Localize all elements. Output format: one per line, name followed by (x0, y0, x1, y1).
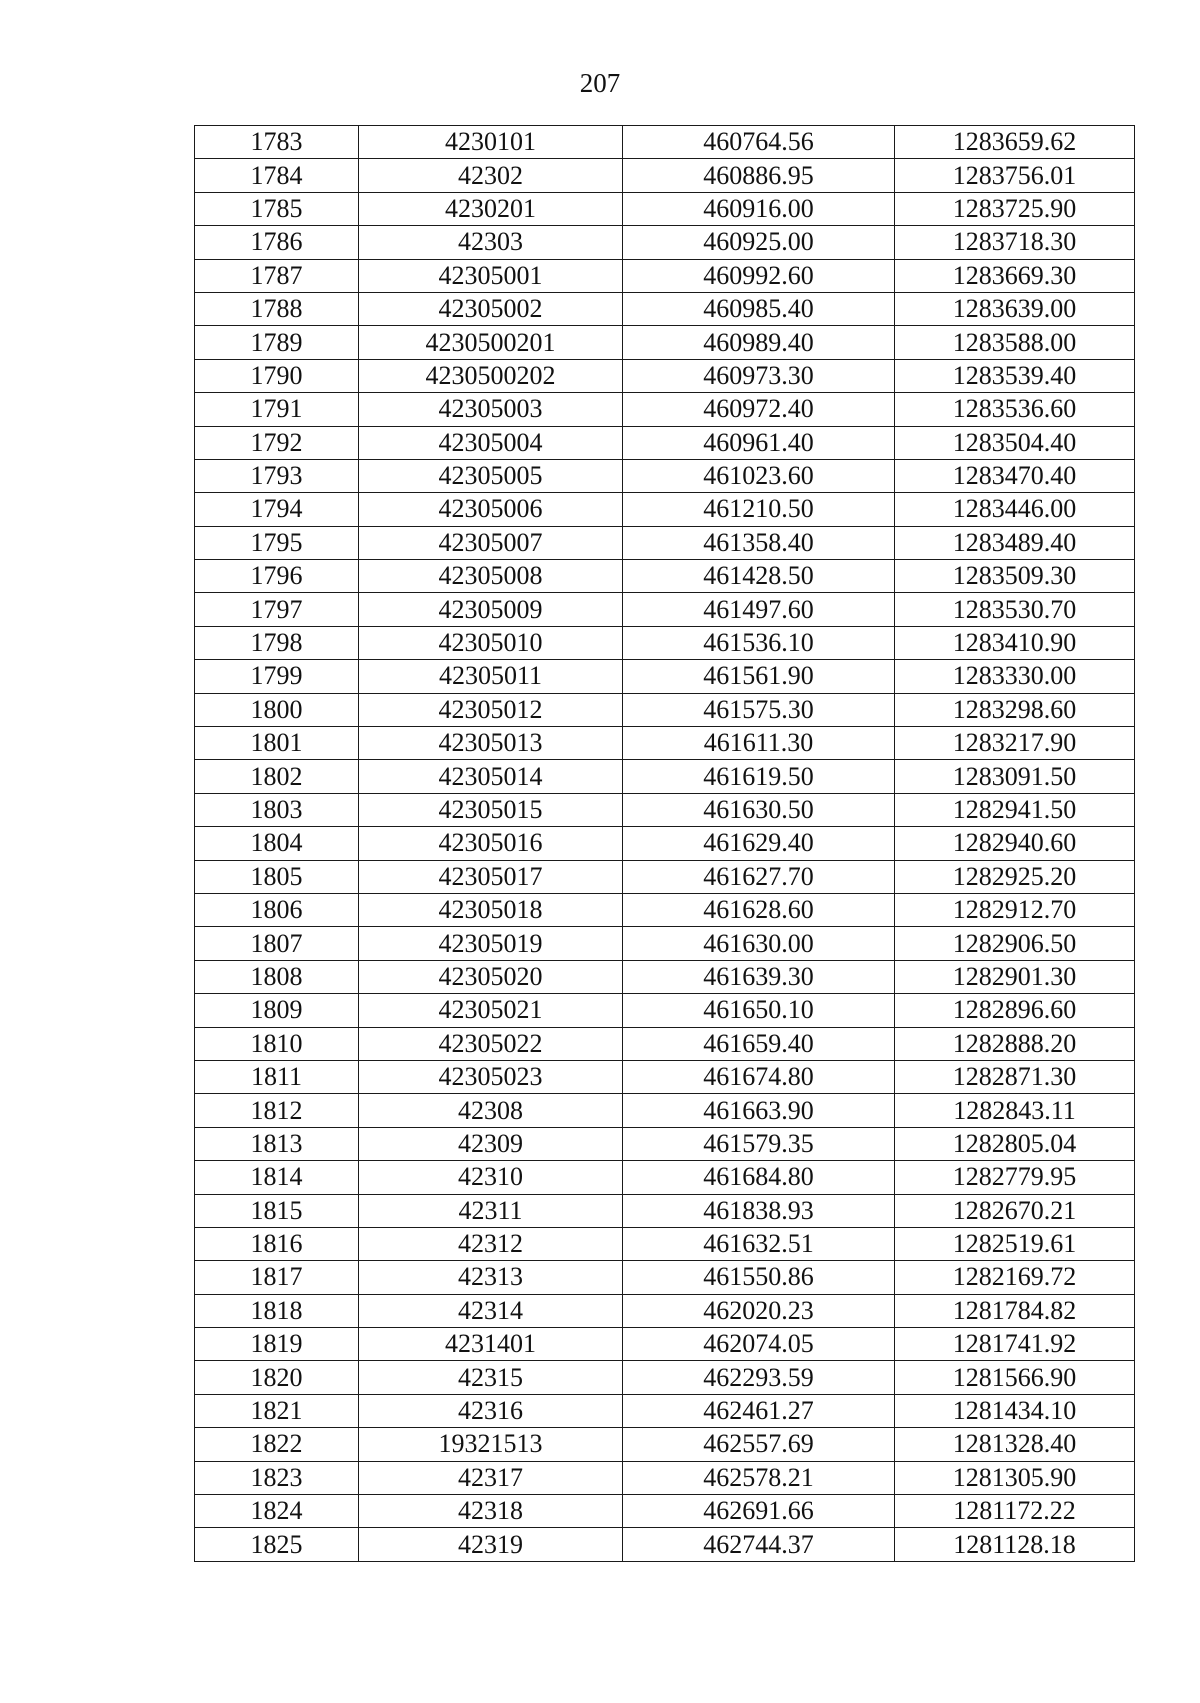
x-coordinate-cell: 461536.10 (623, 626, 895, 659)
point-number-cell: 1807 (195, 927, 359, 960)
point-number-cell: 1795 (195, 526, 359, 559)
y-coordinate-cell: 1283588.00 (895, 326, 1135, 359)
table-row (195, 1261, 1135, 1294)
point-code-cell: 42312 (359, 1227, 623, 1260)
point-code-cell: 42305021 (359, 994, 623, 1027)
x-coordinate-cell: 461358.40 (623, 526, 895, 559)
y-coordinate-cell: 1283504.40 (895, 426, 1135, 459)
point-number-cell: 1787 (195, 259, 359, 292)
x-coordinate-cell: 462744.37 (623, 1528, 895, 1561)
table-row (195, 493, 1135, 526)
table-row (195, 1127, 1135, 1160)
y-coordinate-cell: 1283410.90 (895, 626, 1135, 659)
y-coordinate-cell: 1283217.90 (895, 727, 1135, 760)
table-row (195, 927, 1135, 960)
point-number-cell: 1797 (195, 593, 359, 626)
y-coordinate-cell: 1282670.21 (895, 1194, 1135, 1227)
y-coordinate-cell: 1283639.00 (895, 292, 1135, 325)
y-coordinate-cell: 1282871.30 (895, 1060, 1135, 1093)
point-number-cell: 1810 (195, 1027, 359, 1060)
table-row (195, 292, 1135, 325)
x-coordinate-cell: 460972.40 (623, 393, 895, 426)
x-coordinate-cell: 462020.23 (623, 1294, 895, 1327)
point-code-cell: 42314 (359, 1294, 623, 1327)
point-number-cell: 1808 (195, 960, 359, 993)
point-code-cell: 4230101 (359, 126, 623, 159)
x-coordinate-cell: 461630.50 (623, 793, 895, 826)
y-coordinate-cell: 1283330.00 (895, 660, 1135, 693)
y-coordinate-cell: 1281784.82 (895, 1294, 1135, 1327)
point-number-cell: 1815 (195, 1194, 359, 1227)
point-code-cell: 19321513 (359, 1428, 623, 1461)
x-coordinate-cell: 462461.27 (623, 1394, 895, 1427)
x-coordinate-cell: 461023.60 (623, 459, 895, 492)
point-number-cell: 1823 (195, 1461, 359, 1494)
x-coordinate-cell: 461632.51 (623, 1227, 895, 1260)
y-coordinate-cell: 1283718.30 (895, 226, 1135, 259)
table-row (195, 760, 1135, 793)
point-code-cell: 42305006 (359, 493, 623, 526)
point-code-cell: 42313 (359, 1261, 623, 1294)
x-coordinate-cell: 461650.10 (623, 994, 895, 1027)
y-coordinate-cell: 1282169.72 (895, 1261, 1135, 1294)
point-number-cell: 1806 (195, 893, 359, 926)
table-row (195, 426, 1135, 459)
table-row (195, 1294, 1135, 1327)
table-row (195, 1161, 1135, 1194)
point-code-cell: 42305009 (359, 593, 623, 626)
x-coordinate-cell: 461428.50 (623, 560, 895, 593)
y-coordinate-cell: 1281128.18 (895, 1528, 1135, 1561)
table-row (195, 1194, 1135, 1227)
table-row (195, 860, 1135, 893)
x-coordinate-cell: 462293.59 (623, 1361, 895, 1394)
table-row (195, 1027, 1135, 1060)
point-number-cell: 1789 (195, 326, 359, 359)
point-number-cell: 1813 (195, 1127, 359, 1160)
y-coordinate-cell: 1283091.50 (895, 760, 1135, 793)
table-row (195, 393, 1135, 426)
point-number-cell: 1816 (195, 1227, 359, 1260)
table-row (195, 192, 1135, 225)
point-number-cell: 1811 (195, 1060, 359, 1093)
point-number-cell: 1785 (195, 192, 359, 225)
point-code-cell: 42305023 (359, 1060, 623, 1093)
y-coordinate-cell: 1283536.60 (895, 393, 1135, 426)
point-number-cell: 1791 (195, 393, 359, 426)
point-code-cell: 42305012 (359, 693, 623, 726)
x-coordinate-cell: 461684.80 (623, 1161, 895, 1194)
x-coordinate-cell: 460961.40 (623, 426, 895, 459)
y-coordinate-cell: 1281328.40 (895, 1428, 1135, 1461)
point-code-cell: 42305010 (359, 626, 623, 659)
x-coordinate-cell: 461628.60 (623, 893, 895, 926)
y-coordinate-cell: 1282896.60 (895, 994, 1135, 1027)
point-number-cell: 1792 (195, 426, 359, 459)
x-coordinate-cell: 461210.50 (623, 493, 895, 526)
point-code-cell: 42305004 (359, 426, 623, 459)
point-number-cell: 1800 (195, 693, 359, 726)
x-coordinate-cell: 462578.21 (623, 1461, 895, 1494)
point-number-cell: 1788 (195, 292, 359, 325)
point-number-cell: 1796 (195, 560, 359, 593)
y-coordinate-cell: 1283669.30 (895, 259, 1135, 292)
point-code-cell: 42311 (359, 1194, 623, 1227)
table-row (195, 259, 1135, 292)
point-code-cell: 42305005 (359, 459, 623, 492)
x-coordinate-cell: 460916.00 (623, 192, 895, 225)
y-coordinate-cell: 1283659.62 (895, 126, 1135, 159)
point-code-cell: 42305001 (359, 259, 623, 292)
point-code-cell: 42308 (359, 1094, 623, 1127)
point-code-cell: 42305014 (359, 760, 623, 793)
x-coordinate-cell: 460925.00 (623, 226, 895, 259)
point-number-cell: 1783 (195, 126, 359, 159)
point-number-cell: 1817 (195, 1261, 359, 1294)
point-code-cell: 42302 (359, 159, 623, 192)
y-coordinate-cell: 1283470.40 (895, 459, 1135, 492)
point-code-cell: 4231401 (359, 1328, 623, 1361)
point-number-cell: 1809 (195, 994, 359, 1027)
table-row (195, 727, 1135, 760)
point-code-cell: 42305017 (359, 860, 623, 893)
x-coordinate-cell: 462074.05 (623, 1328, 895, 1361)
point-code-cell: 42305011 (359, 660, 623, 693)
point-code-cell: 42305015 (359, 793, 623, 826)
table-row (195, 1094, 1135, 1127)
table-row (195, 660, 1135, 693)
point-code-cell: 42303 (359, 226, 623, 259)
point-code-cell: 4230201 (359, 192, 623, 225)
point-number-cell: 1803 (195, 793, 359, 826)
table-row (195, 1361, 1135, 1394)
x-coordinate-cell: 462691.66 (623, 1495, 895, 1528)
x-coordinate-cell: 461561.90 (623, 660, 895, 693)
table-row (195, 1227, 1135, 1260)
point-code-cell: 42305020 (359, 960, 623, 993)
table-row (195, 994, 1135, 1027)
table-row (195, 226, 1135, 259)
table-row (195, 1394, 1135, 1427)
point-code-cell: 42305022 (359, 1027, 623, 1060)
x-coordinate-cell: 461575.30 (623, 693, 895, 726)
table-row (195, 960, 1135, 993)
table-row (195, 359, 1135, 392)
point-code-cell: 42317 (359, 1461, 623, 1494)
y-coordinate-cell: 1282941.50 (895, 793, 1135, 826)
point-number-cell: 1802 (195, 760, 359, 793)
point-number-cell: 1818 (195, 1294, 359, 1327)
y-coordinate-cell: 1282940.60 (895, 827, 1135, 860)
table-row (195, 159, 1135, 192)
point-number-cell: 1820 (195, 1361, 359, 1394)
point-code-cell: 42305013 (359, 727, 623, 760)
point-code-cell: 42310 (359, 1161, 623, 1194)
x-coordinate-cell: 461663.90 (623, 1094, 895, 1127)
y-coordinate-cell: 1283489.40 (895, 526, 1135, 559)
y-coordinate-cell: 1281566.90 (895, 1361, 1135, 1394)
table-row (195, 1328, 1135, 1361)
table-row (195, 1528, 1135, 1561)
point-number-cell: 1798 (195, 626, 359, 659)
y-coordinate-cell: 1283509.30 (895, 560, 1135, 593)
x-coordinate-cell: 461579.35 (623, 1127, 895, 1160)
y-coordinate-cell: 1283756.01 (895, 159, 1135, 192)
x-coordinate-cell: 461674.80 (623, 1060, 895, 1093)
table-row (195, 626, 1135, 659)
x-coordinate-cell: 460992.60 (623, 259, 895, 292)
table-row (195, 893, 1135, 926)
point-code-cell: 42305003 (359, 393, 623, 426)
table-row (195, 693, 1135, 726)
table-row (195, 1495, 1135, 1528)
point-number-cell: 1822 (195, 1428, 359, 1461)
point-code-cell: 42305007 (359, 526, 623, 559)
point-number-cell: 1814 (195, 1161, 359, 1194)
point-number-cell: 1824 (195, 1495, 359, 1528)
point-number-cell: 1804 (195, 827, 359, 860)
x-coordinate-cell: 461619.50 (623, 760, 895, 793)
point-code-cell: 4230500202 (359, 359, 623, 392)
x-coordinate-cell: 460973.30 (623, 359, 895, 392)
y-coordinate-cell: 1282843.11 (895, 1094, 1135, 1127)
x-coordinate-cell: 461629.40 (623, 827, 895, 860)
table-row (195, 593, 1135, 626)
table-row (195, 459, 1135, 492)
y-coordinate-cell: 1281434.10 (895, 1394, 1135, 1427)
point-number-cell: 1784 (195, 159, 359, 192)
point-number-cell: 1812 (195, 1094, 359, 1127)
y-coordinate-cell: 1281172.22 (895, 1495, 1135, 1528)
y-coordinate-cell: 1281741.92 (895, 1328, 1135, 1361)
x-coordinate-cell: 461630.00 (623, 927, 895, 960)
table-row (195, 1428, 1135, 1461)
y-coordinate-cell: 1282901.30 (895, 960, 1135, 993)
x-coordinate-cell: 461497.60 (623, 593, 895, 626)
point-number-cell: 1793 (195, 459, 359, 492)
y-coordinate-cell: 1282888.20 (895, 1027, 1135, 1060)
x-coordinate-cell: 461659.40 (623, 1027, 895, 1060)
table-row (195, 793, 1135, 826)
point-number-cell: 1819 (195, 1328, 359, 1361)
page-number: 207 (579, 68, 621, 98)
x-coordinate-cell: 460764.56 (623, 126, 895, 159)
x-coordinate-cell: 461838.93 (623, 1194, 895, 1227)
y-coordinate-cell: 1283725.90 (895, 192, 1135, 225)
coordinates-table (194, 125, 1135, 1562)
point-number-cell: 1790 (195, 359, 359, 392)
y-coordinate-cell: 1282805.04 (895, 1127, 1135, 1160)
point-code-cell: 4230500201 (359, 326, 623, 359)
y-coordinate-cell: 1283298.60 (895, 693, 1135, 726)
point-number-cell: 1786 (195, 226, 359, 259)
y-coordinate-cell: 1282519.61 (895, 1227, 1135, 1260)
y-coordinate-cell: 1281305.90 (895, 1461, 1135, 1494)
y-coordinate-cell: 1283446.00 (895, 493, 1135, 526)
table-body (195, 126, 1135, 1562)
point-number-cell: 1801 (195, 727, 359, 760)
y-coordinate-cell: 1283530.70 (895, 593, 1135, 626)
table-row (195, 560, 1135, 593)
x-coordinate-cell: 460886.95 (623, 159, 895, 192)
x-coordinate-cell: 460989.40 (623, 326, 895, 359)
x-coordinate-cell: 461611.30 (623, 727, 895, 760)
table-row (195, 326, 1135, 359)
point-code-cell: 42305016 (359, 827, 623, 860)
point-code-cell: 42315 (359, 1361, 623, 1394)
point-code-cell: 42305002 (359, 292, 623, 325)
y-coordinate-cell: 1283539.40 (895, 359, 1135, 392)
point-code-cell: 42305019 (359, 927, 623, 960)
x-coordinate-cell: 461550.86 (623, 1261, 895, 1294)
point-code-cell: 42319 (359, 1528, 623, 1561)
point-number-cell: 1805 (195, 860, 359, 893)
point-number-cell: 1799 (195, 660, 359, 693)
point-code-cell: 42305008 (359, 560, 623, 593)
y-coordinate-cell: 1282779.95 (895, 1161, 1135, 1194)
table-row (195, 1461, 1135, 1494)
x-coordinate-cell: 461639.30 (623, 960, 895, 993)
point-number-cell: 1794 (195, 493, 359, 526)
table-row (195, 1060, 1135, 1093)
point-code-cell: 42316 (359, 1394, 623, 1427)
point-code-cell: 42318 (359, 1495, 623, 1528)
table-row (195, 827, 1135, 860)
table-row (195, 526, 1135, 559)
y-coordinate-cell: 1282925.20 (895, 860, 1135, 893)
table-row (195, 126, 1135, 159)
y-coordinate-cell: 1282912.70 (895, 893, 1135, 926)
x-coordinate-cell: 461627.70 (623, 860, 895, 893)
point-number-cell: 1821 (195, 1394, 359, 1427)
point-code-cell: 42305018 (359, 893, 623, 926)
y-coordinate-cell: 1282906.50 (895, 927, 1135, 960)
point-code-cell: 42309 (359, 1127, 623, 1160)
x-coordinate-cell: 460985.40 (623, 292, 895, 325)
x-coordinate-cell: 462557.69 (623, 1428, 895, 1461)
point-number-cell: 1825 (195, 1528, 359, 1561)
